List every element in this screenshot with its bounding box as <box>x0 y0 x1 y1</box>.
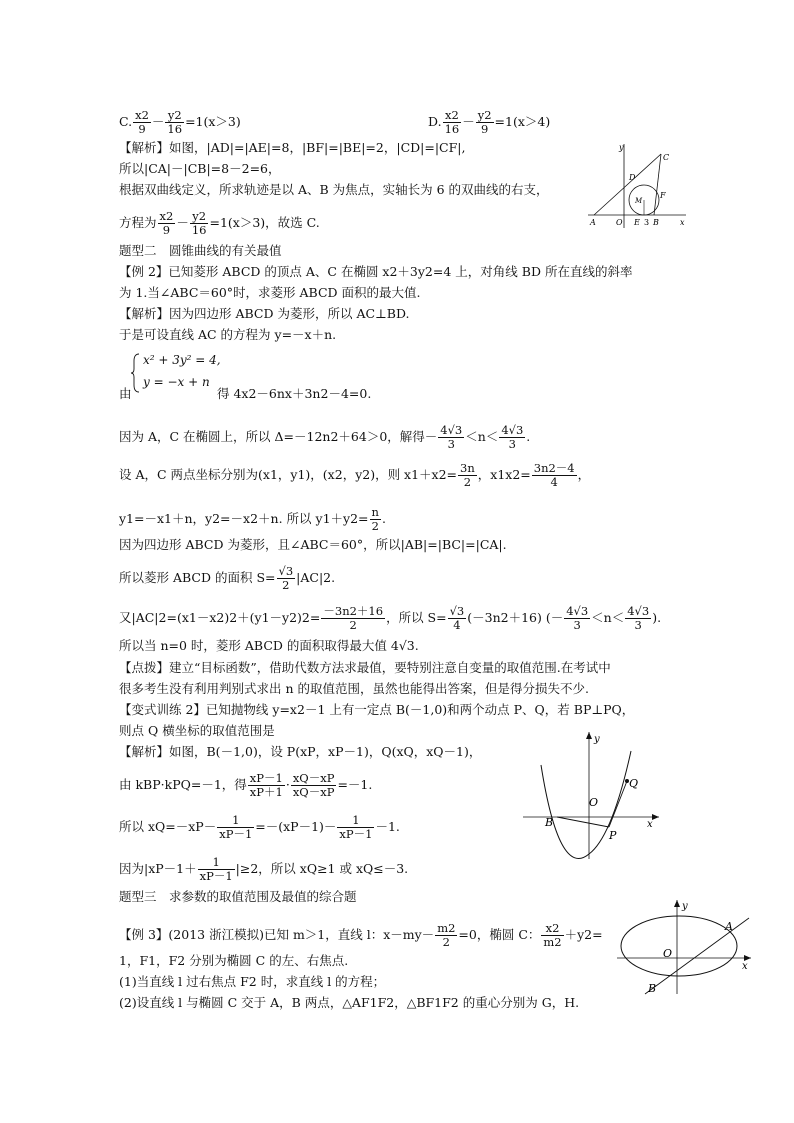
text-line: 因为四边形 ABCD 为菱形，且∠ABC＝60°，所以|AB|=|BC|=|CA|. <box>119 537 507 552</box>
text-line: 因为|xP－1＋ $\frac{1}{xP-1}$ |≥2，所以 xQ≥1 或 xQ≤－3. <box>119 855 409 883</box>
svg-text:3: 3 <box>644 218 650 227</box>
fraction: $\frac{y2}{16}$ <box>191 209 207 237</box>
text-line: 因为 A，C 在椭圆上，所以 Δ=－12n2＋64＞0，解得－ $\frac{4√3}{3}$ ＜n＜ $\frac{4√3}{3}$ . <box>119 423 531 451</box>
figure-triangle-circle <box>588 140 693 235</box>
svg-text:O: O <box>616 218 623 227</box>
svg-text:C: C <box>663 153 670 162</box>
svg-text:x: x <box>647 819 653 830</box>
svg-text:E: E <box>634 218 640 227</box>
analysis-line: 【解析】如图，|AD|=|AE|=8，|BF|=|BE|=2，|CD|=|CF|, <box>119 140 466 155</box>
tip-line: 【点拨】建立“目标函数”，借助代数方法求最值，要特别注意自变量的取值范围.在考试中 <box>119 660 611 675</box>
text-line: 又|AC|2=(x1－x2)2＋(y1－y2)2= $\frac{-3n2+16}{2}$ ，所以 S= $\frac{√3}{4}$ (－3n2＋16) (－ $\frac{4√3}{3}$ ＜n＜ $\frac{4√3}{3}$ ). <box>119 604 662 632</box>
svg-text:D: D <box>629 173 636 182</box>
text-line: 由 kBP·kPQ=－1，得 $\frac{xP-1}{xP+1}$ · $\frac{xQ-xP}{xQ-xP}$ =－1. <box>119 771 373 799</box>
svg-text:O: O <box>663 947 673 960</box>
svg-text:P: P <box>609 829 617 842</box>
example-3: 【例 3】(2013 浙江模拟)已知 m＞1，直线 l：x－my－ $\frac{m2}{2}$ =0，椭圆 C： $\frac{x2}{m2}$ ＋y2= <box>119 921 603 949</box>
text-line: 则点 Q 横坐标的取值范围是 <box>119 723 275 738</box>
analysis-line: 【解析】因为四边形 ABCD 为菱形，所以 AC⊥BD. <box>119 306 410 321</box>
exercise-2: 【变式训练 2】已知抛物线 y=x2－1 上有一定点 B(－1,0)和两个动点 P、Q，若 BP⊥PQ， <box>119 702 635 717</box>
text-line: (2)设直线 l 与椭圆 C 交于 A，B 两点，△AF1F2，△BF1F2 的重心分别为 G，H. <box>119 995 580 1010</box>
text-line: 所以 xQ=－xP－ $\frac{1}{xP-1}$ =－(xP－1)－ $\frac{1}{xP-1}$ －1. <box>119 813 400 841</box>
svg-text:B: B <box>545 816 554 829</box>
analysis-line: 【解析】如图，B(－1,0)，设 P(xP，xP－1)，Q(xQ，xQ－1)， <box>119 744 482 759</box>
text-line: 为 1.当∠ABC＝60°时，求菱形 ABCD 面积的最大值. <box>119 285 421 300</box>
figure-parabola <box>519 729 664 867</box>
svg-text:x: x <box>742 961 748 972</box>
text-line: (1)当直线 l 过右焦点 F2 时，求直线 l 的方程； <box>119 974 386 989</box>
equation-system: 由 x² + 3y² = 4, y = −x + n 得 4x2－6nx＋3n2－4=0. <box>119 353 372 401</box>
option-c: C. $\frac{x2}{9}$ － $\frac{y2}{16}$ =1(x＞3) <box>119 108 241 136</box>
svg-text:A: A <box>590 218 596 227</box>
figure-ellipse <box>615 898 755 999</box>
text-line: 根据双曲线定义，所求轨迹是以 A、B 为焦点，实轴长为 6 的双曲线的右支， <box>119 182 549 197</box>
svg-text:F: F <box>660 191 666 200</box>
text-line: 所以菱形 ABCD 的面积 S= $\frac{√3}{2}$ |AC|2. <box>119 564 336 592</box>
svg-text:x: x <box>680 218 685 227</box>
fraction: $\frac{y2}{9}$ <box>477 108 492 136</box>
svg-text:Q: Q <box>629 777 639 790</box>
text-line: 所以当 n=0 时，菱形 ABCD 的面积取得最大值 4√3. <box>119 638 419 653</box>
fraction: $\frac{x2}{9}$ <box>135 108 149 136</box>
fraction: $\frac{x2}{9}$ <box>159 209 174 237</box>
svg-text:A: A <box>725 920 733 933</box>
text-line: 所以|CA|－|CB|=8－2=6， <box>119 161 281 176</box>
section-heading: 题型三 求参数的取值范围及最值的综合题 <box>119 889 357 904</box>
text-line: 设 A，C 两点坐标分别为(x1，y1)，(x2，y2)，则 x1＋x2= $\frac{3n}{2}$ ，x1x2= $\frac{3n2-4}{4}$ ， <box>119 461 591 489</box>
svg-text:M: M <box>635 197 643 205</box>
svg-text:B: B <box>653 218 659 227</box>
example-2: 【例 2】已知菱形 ABCD 的顶点 A、C 在椭圆 x2＋3y2=4 上，对角线 BD 所在直线的斜率 <box>119 264 633 279</box>
text-line: 方程为 $\frac{x2}{9}$ － $\frac{y2}{16}$ =1(x＞3)，故选 C. <box>119 209 320 237</box>
section-heading: 题型二 圆锥曲线的有关最值 <box>119 243 282 258</box>
svg-text:y: y <box>682 901 688 912</box>
fraction: $\frac{x2}{16}$ <box>444 108 460 136</box>
text-line: 很多考生没有利用判别式求出 n 的取值范围，虽然也能得出答案，但是得分损失不少. <box>119 681 589 696</box>
text-line: y1=－x1＋n，y2=－x2＋n. 所以 y1＋y2= $\frac{n}{2}$ . <box>119 505 386 533</box>
svg-text:B: B <box>648 982 657 995</box>
text-line: 1，F1，F2 分别为椭圆 C 的左、右焦点. <box>119 953 349 968</box>
text-line: 于是可设直线 AC 的方程为 y=－x＋n. <box>119 327 337 342</box>
svg-text:O: O <box>589 796 599 809</box>
fraction: $\frac{y2}{16}$ <box>167 108 183 136</box>
svg-text:y: y <box>619 143 624 152</box>
svg-text:y: y <box>594 734 600 745</box>
option-d: D. $\frac{x2}{16}$ － $\frac{y2}{9}$ =1(x＞4) <box>428 108 551 136</box>
